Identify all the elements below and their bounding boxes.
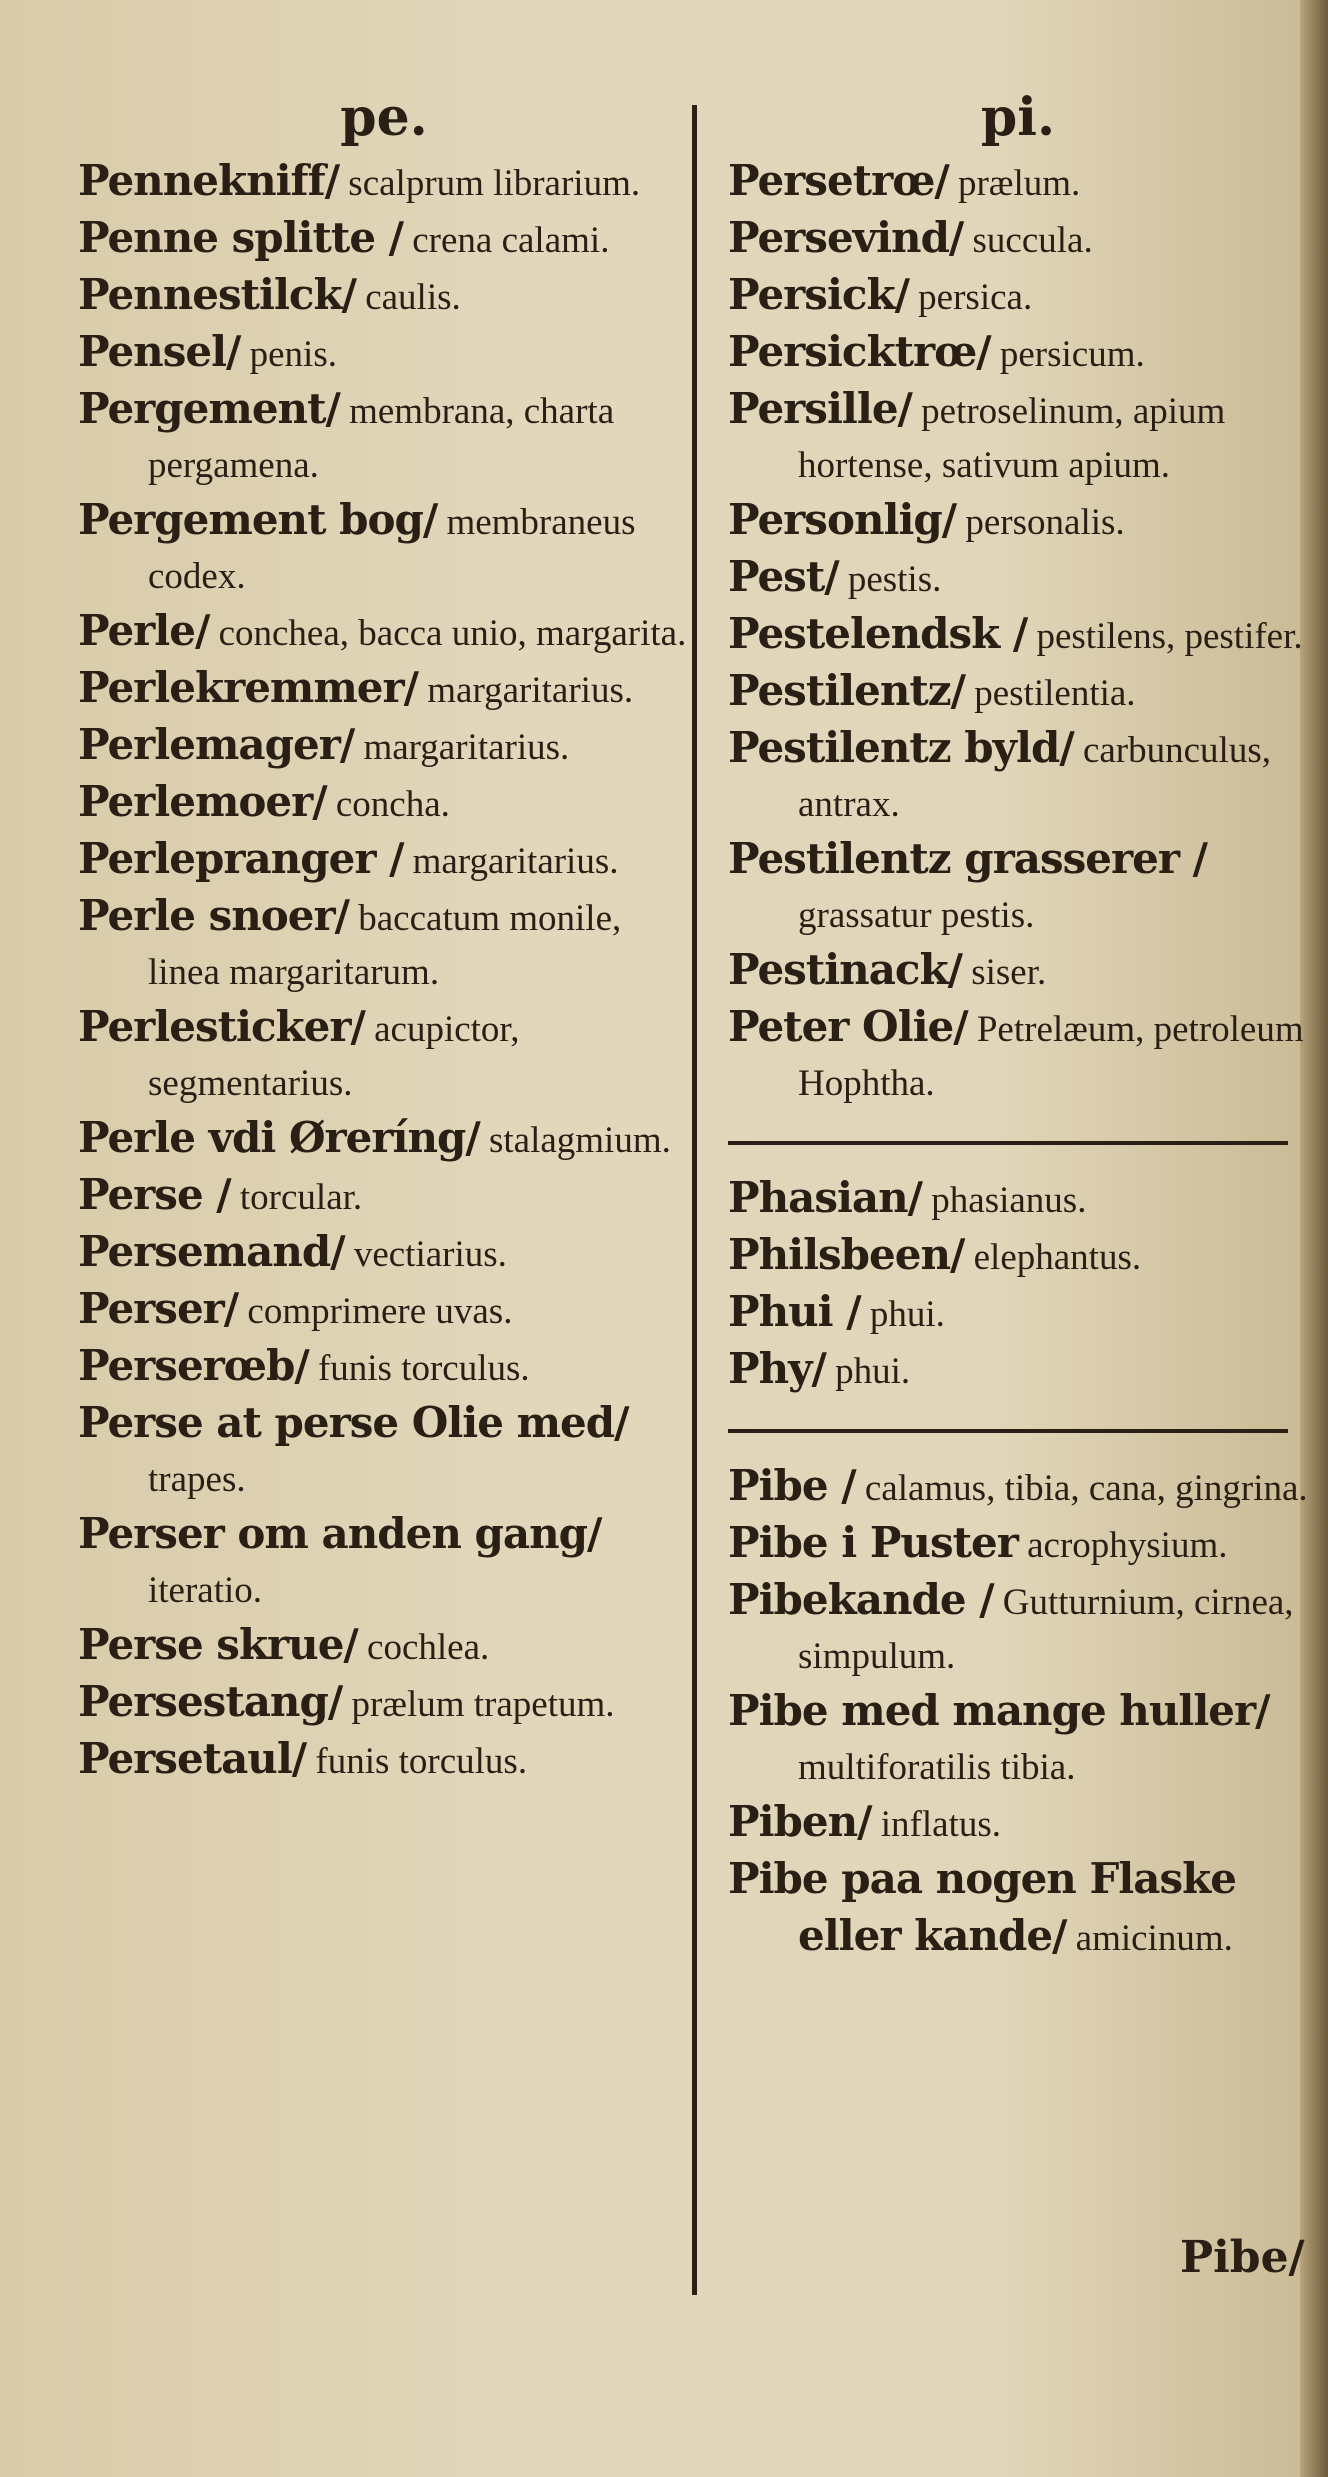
entry-definition: petroselinum, apium hortense, sativum apium. xyxy=(798,391,1226,486)
entry-definition: baccatum monile, linea margaritarum. xyxy=(148,898,622,993)
dictionary-entry xyxy=(728,325,1308,382)
dictionary-entry xyxy=(728,943,1308,1000)
entry-definition: caulis. xyxy=(365,277,461,318)
entry-definition: funis torculus. xyxy=(317,1348,530,1389)
entry-definition: persicum. xyxy=(999,334,1145,375)
entry-definition: persica. xyxy=(918,277,1033,318)
entry-headword: Perse / xyxy=(78,1170,231,1219)
dictionary-entry xyxy=(728,1459,1308,1516)
entry-headword: Perle vdi Øreríng/ xyxy=(78,1113,480,1162)
entry-definition: phui. xyxy=(835,1351,911,1392)
entry-definition: vectiarius. xyxy=(353,1234,507,1275)
entry-definition: prælum trapetum. xyxy=(351,1684,615,1725)
entry-definition: Petrelæum, petroleum Hophtha. xyxy=(798,1009,1304,1104)
entry-definition: prælum. xyxy=(957,163,1081,204)
dictionary-entry xyxy=(728,1228,1308,1285)
entry-headword: Pergement/ xyxy=(78,384,340,433)
dictionary-entry xyxy=(78,832,690,889)
entry-headword: Perlemoer/ xyxy=(78,777,327,826)
dictionary-entry xyxy=(728,1000,1308,1111)
entry-headword: Persille/ xyxy=(728,384,912,433)
entry-definition: succula. xyxy=(972,220,1093,261)
dictionary-entry xyxy=(728,211,1308,268)
entry-headword: Piben/ xyxy=(728,1797,872,1846)
dictionary-entry xyxy=(78,1396,690,1507)
entry-definition: inflatus. xyxy=(880,1804,1001,1845)
entry-headword: Peter Olie/ xyxy=(728,1002,968,1051)
entry-definition: amicinum. xyxy=(1075,1918,1233,1959)
dictionary-entry xyxy=(78,889,690,1000)
catchword: Pibe/ xyxy=(1180,2232,1305,2283)
right-entry-group-3 xyxy=(728,1459,1308,1966)
dictionary-entry xyxy=(78,1675,690,1732)
entry-headword: Pennekniff/ xyxy=(78,156,340,205)
entry-headword: Pestelendsk / xyxy=(728,609,1028,658)
entry-headword: Pestinack/ xyxy=(728,945,962,994)
dictionary-entry xyxy=(728,721,1308,832)
entry-definition: margaritarius. xyxy=(412,841,619,882)
entry-headword: Perse at perse Olie med/ xyxy=(78,1398,629,1447)
left-column xyxy=(78,87,690,1789)
dictionary-entry xyxy=(78,718,690,775)
entry-headword: Persick/ xyxy=(728,270,909,319)
entry-definition: phasianus. xyxy=(931,1180,1087,1221)
entry-definition: acrophysium. xyxy=(1027,1525,1228,1566)
entry-headword: Persicktrœ/ xyxy=(728,327,991,376)
entry-definition: funis torculus. xyxy=(315,1741,528,1782)
entry-definition: cochlea. xyxy=(367,1627,490,1668)
entry-headword: Pibe / xyxy=(728,1461,856,1510)
entry-definition: elephantus. xyxy=(973,1237,1142,1278)
dictionary-entry xyxy=(728,664,1308,721)
dictionary-entry xyxy=(728,1342,1308,1399)
section-rule-2 xyxy=(728,1429,1288,1433)
dictionary-entry xyxy=(78,775,690,832)
entry-definition: phui. xyxy=(869,1294,945,1335)
entry-definition: stalagmium. xyxy=(488,1120,671,1161)
right-column-header: pi. xyxy=(980,87,1056,148)
entry-headword: Pest/ xyxy=(728,552,839,601)
entry-headword: Persestang/ xyxy=(78,1677,343,1726)
entry-definition: concha. xyxy=(335,784,450,825)
entry-headword: Perlekremmer/ xyxy=(78,663,419,712)
dictionary-entry xyxy=(78,1225,690,1282)
entry-headword: Pibekande / xyxy=(728,1575,994,1624)
entry-definition: calamus, tibia, cana, gingrina. xyxy=(864,1468,1308,1509)
dictionary-entry xyxy=(78,211,690,268)
entry-definition: comprimere uvas. xyxy=(247,1291,513,1332)
left-column-header: pe. xyxy=(340,87,428,148)
entry-definition: margaritarius. xyxy=(363,727,570,768)
entry-headword: Persetaul/ xyxy=(78,1734,307,1783)
entry-headword: Perlepranger / xyxy=(78,834,404,883)
dictionary-entry xyxy=(78,268,690,325)
entry-headword: Perle/ xyxy=(78,606,210,655)
dictionary-entry xyxy=(78,1282,690,1339)
entry-headword: Pergement bog/ xyxy=(78,495,438,544)
entry-headword: Persetrœ/ xyxy=(728,156,949,205)
entry-headword: Phasian/ xyxy=(728,1173,923,1222)
entry-definition: personalis. xyxy=(965,502,1125,543)
dictionary-entry xyxy=(728,832,1308,943)
dictionary-entry xyxy=(728,1795,1308,1852)
entry-headword: Pestilentz grasserer / xyxy=(728,834,1207,883)
entry-headword: Perser/ xyxy=(78,1284,239,1333)
entry-definition: crena calami. xyxy=(412,220,610,261)
dictionary-entry xyxy=(728,268,1308,325)
entry-definition: pestilentia. xyxy=(974,673,1136,714)
dictionary-entry xyxy=(78,1000,690,1111)
entry-headword: Perserœb/ xyxy=(78,1341,309,1390)
dictionary-entry xyxy=(78,1339,690,1396)
entry-definition: membraneus codex. xyxy=(148,502,636,597)
dictionary-entry xyxy=(728,550,1308,607)
entry-headword: Pensel/ xyxy=(78,327,241,376)
dictionary-entry xyxy=(728,1684,1308,1795)
dictionary-entry xyxy=(78,661,690,718)
entry-definition: trapes. xyxy=(148,1459,246,1500)
entry-headword: Perser om anden gang/ xyxy=(78,1509,602,1558)
entry-headword: Pibe med mange huller/ xyxy=(728,1686,1270,1735)
dictionary-entry xyxy=(728,1516,1308,1573)
dictionary-entry xyxy=(728,1852,1308,1966)
entry-definition: pestilens, pestifer. xyxy=(1036,616,1303,657)
left-entry-list xyxy=(78,154,690,1789)
dictionary-entry xyxy=(78,1111,690,1168)
dictionary-entry xyxy=(728,607,1308,664)
entry-definition: siser. xyxy=(971,952,1047,993)
entry-definition: grassatur pestis. xyxy=(798,895,1035,936)
entry-definition: pestis. xyxy=(847,559,942,600)
right-entry-group-1 xyxy=(728,154,1308,1111)
dictionary-entry xyxy=(78,1618,690,1675)
entry-definition: multiforatilis tibia. xyxy=(798,1747,1076,1788)
dictionary-entry xyxy=(78,325,690,382)
entry-definition: carbunculus, antrax. xyxy=(798,730,1271,825)
entry-headword: Pennestilck/ xyxy=(78,270,356,319)
entry-definition: conchea, bacca unio, margarita. xyxy=(218,613,687,654)
entry-headword: Pibe paa nogen Flaske eller kande/ xyxy=(728,1854,1236,1960)
dictionary-entry xyxy=(728,1171,1308,1228)
entry-headword: Perse skrue/ xyxy=(78,1620,358,1669)
right-column xyxy=(728,87,1308,1966)
entry-headword: Persevind/ xyxy=(728,213,964,262)
entry-definition: Gutturnium, cirnea, simpulum. xyxy=(798,1582,1294,1677)
dictionary-entry xyxy=(78,604,690,661)
entry-headword: Perlemager/ xyxy=(78,720,355,769)
entry-headword: Personlig/ xyxy=(728,495,957,544)
dictionary-entry xyxy=(78,1732,690,1789)
section-rule-1 xyxy=(728,1141,1288,1145)
dictionary-entry xyxy=(78,1168,690,1225)
entry-headword: Perle snoer/ xyxy=(78,891,349,940)
entry-headword: Perlesticker/ xyxy=(78,1002,365,1051)
entry-definition: acupictor, segmentarius. xyxy=(148,1009,520,1104)
entry-definition: membrana, charta pergamena. xyxy=(148,391,615,486)
entry-headword: Pibe i Puster xyxy=(728,1518,1018,1567)
entry-headword: Philsbeen/ xyxy=(728,1230,965,1279)
dictionary-entry xyxy=(728,382,1308,493)
dictionary-entry xyxy=(728,493,1308,550)
entry-headword: Pestilentz/ xyxy=(728,666,965,715)
dictionary-entry xyxy=(728,1573,1308,1684)
entry-definition: scalprum librarium. xyxy=(348,163,641,204)
dictionary-entry xyxy=(78,1507,690,1618)
entry-headword: Phy/ xyxy=(728,1344,826,1393)
entry-definition: torcular. xyxy=(239,1177,363,1218)
dictionary-entry xyxy=(728,1285,1308,1342)
entry-definition: penis. xyxy=(249,334,337,375)
column-divider xyxy=(692,105,697,2295)
entry-headword: Pestilentz byld/ xyxy=(728,723,1074,772)
entry-definition: iteratio. xyxy=(148,1570,263,1611)
dictionary-entry xyxy=(78,154,690,211)
entry-headword: Persemand/ xyxy=(78,1227,345,1276)
entry-headword: Penne splitte / xyxy=(78,213,403,262)
dictionary-entry xyxy=(728,154,1308,211)
dictionary-entry xyxy=(78,382,690,493)
entry-headword: Phui / xyxy=(728,1287,861,1336)
right-entry-group-2 xyxy=(728,1171,1308,1399)
entry-definition: margaritarius. xyxy=(427,670,634,711)
dictionary-entry xyxy=(78,493,690,604)
